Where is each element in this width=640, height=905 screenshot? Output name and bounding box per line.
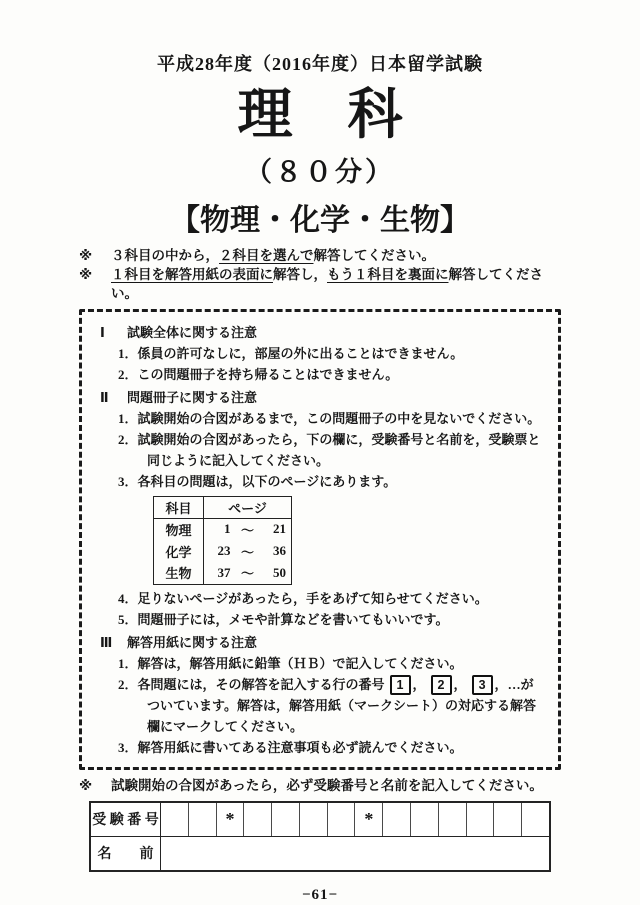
section-numeral: Ⅲ — [100, 634, 113, 650]
exam-duration: （８０分） — [245, 156, 395, 187]
note-text: ３科目の中から，２科目を選んで解答してください。 — [111, 247, 435, 263]
note-choose-two-subjects — [79, 246, 561, 265]
page-range-tilde: ～ — [240, 544, 254, 560]
table-row-biology — [154, 562, 292, 584]
examinee-number-cells — [161, 803, 549, 836]
note-text: 試験開始の合図があったら，必ず受験番号と名前を記入してください。 — [111, 777, 543, 793]
examinee-number-cell[interactable] — [382, 803, 410, 836]
notice-section-1-heading — [100, 322, 546, 343]
name-label: 名 前 — [91, 837, 161, 870]
page-from-cell: 23 — [217, 543, 231, 559]
notice-item: 1．試験開始の合図があるまで，この問題冊子の中を見ないでください。 — [118, 410, 541, 426]
subjects-banner: 【物理・化学・生物】 — [170, 203, 470, 237]
answer-row-number-box: 2 — [431, 675, 452, 695]
page-range-tilde: ～ — [240, 522, 254, 538]
note-text: １科目を解答用紙の表面に解答し，もう１科目を裏面に解答してください。 — [111, 266, 543, 301]
notice-item: 4．足りないページがあったら，手をあげて知らせてください。 — [118, 590, 488, 606]
examinee-number-cell-asterisk: * — [216, 803, 244, 836]
notice-item: 3．解答用紙に書いてある注意事項も必ず読んでください。 — [118, 739, 463, 755]
notice-item: 5．問題冊子には，メモや計算などを書いてもいいです。 — [118, 611, 449, 627]
subject-cell: 化学 — [154, 540, 204, 562]
section-numeral: Ⅰ — [100, 324, 105, 340]
section-title: 試験全体に関する注意 — [127, 324, 258, 340]
subject-cell: 物理 — [154, 518, 204, 540]
reference-mark-icon: ※ — [79, 266, 93, 282]
examinee-number-cell[interactable] — [188, 803, 216, 836]
page-range-tilde: ～ — [240, 566, 254, 582]
examinee-number-cell[interactable] — [493, 803, 521, 836]
section-title: 問題冊子に関する注意 — [127, 389, 258, 405]
page-to-cell: 36 — [273, 543, 286, 559]
examinee-number-cell[interactable] — [466, 803, 494, 836]
notice-item-answer-rows — [118, 674, 546, 737]
examinee-number-cell[interactable] — [521, 803, 549, 836]
examinee-number-cell-asterisk: * — [354, 803, 382, 836]
answer-row-number-box: 3 — [472, 675, 493, 695]
page-to-cell: 21 — [273, 521, 286, 537]
examinee-number-cell[interactable] — [299, 803, 327, 836]
section-numeral: Ⅱ — [100, 389, 109, 405]
item-text: ， — [494, 676, 508, 692]
examinee-number-cell[interactable] — [327, 803, 355, 836]
examinee-number-cell[interactable] — [243, 803, 271, 836]
subject-page-table — [153, 496, 292, 585]
section-title: 解答用紙に関する注意 — [127, 634, 258, 650]
item-text: ， — [453, 676, 467, 692]
examinee-number-row — [91, 803, 549, 837]
answer-row-number-box: 1 — [390, 675, 411, 695]
examinee-number-cell[interactable] — [438, 803, 466, 836]
examinee-number-cell[interactable] — [410, 803, 438, 836]
examinee-number-label: 受 験 番 号 — [91, 803, 161, 836]
fill-in-reminder-note — [79, 777, 561, 795]
page-number: −61− — [301, 886, 339, 903]
notice-section-3-heading — [100, 632, 546, 653]
notice-item: 3．各科目の問題は，以下のページにあります。 — [118, 473, 397, 489]
notice-item: 2．試験開始の合図があったら，下の欄に，受験番号と名前を，受験票と同じように記入してください。 — [118, 431, 541, 468]
examinee-info-table — [89, 801, 551, 872]
notice-item: 1．解答は，解答用紙に鉛筆（ＨＢ）で記入してください。 — [118, 655, 463, 671]
column-header-subject: 科目 — [154, 496, 204, 518]
examinee-number-cell[interactable] — [271, 803, 299, 836]
notice-section-2-heading — [100, 387, 546, 408]
subject-page-table-header — [154, 496, 292, 518]
notice-item: 2．この問題冊子を持ち帰ることはできません。 — [118, 366, 399, 382]
name-row — [91, 837, 549, 870]
examinee-number-cell[interactable] — [161, 803, 188, 836]
header-notes — [79, 246, 561, 303]
notice-item: 1．係員の許可なしに，部屋の外に出ることはできません。 — [118, 345, 464, 361]
item-text: …がついています。解答は，解答用紙（マークシート）の対応する解答欄にマークしてください。 — [147, 676, 536, 734]
table-row-chemistry — [154, 540, 292, 562]
exam-title: 理 科 — [237, 84, 403, 145]
page-from-cell: 1 — [224, 521, 231, 537]
item-text: ， — [412, 676, 426, 692]
page-from-cell: 37 — [217, 564, 231, 580]
reference-mark-icon: ※ — [79, 247, 93, 263]
note-front-back-sides — [79, 265, 561, 303]
page-to-cell: 50 — [273, 564, 286, 580]
name-input-cell[interactable] — [161, 837, 549, 870]
column-header-pages: ページ — [204, 496, 292, 518]
exam-session-line: 平成28年度（2016年度）日本留学試験 — [157, 54, 483, 74]
subject-cell: 生物 — [154, 562, 204, 584]
notice-box — [79, 309, 561, 770]
table-row-physics — [154, 518, 292, 540]
item-text: 2．各問題には，その解答を記入する行の番号 — [118, 676, 385, 692]
reference-mark-icon: ※ — [79, 777, 93, 793]
